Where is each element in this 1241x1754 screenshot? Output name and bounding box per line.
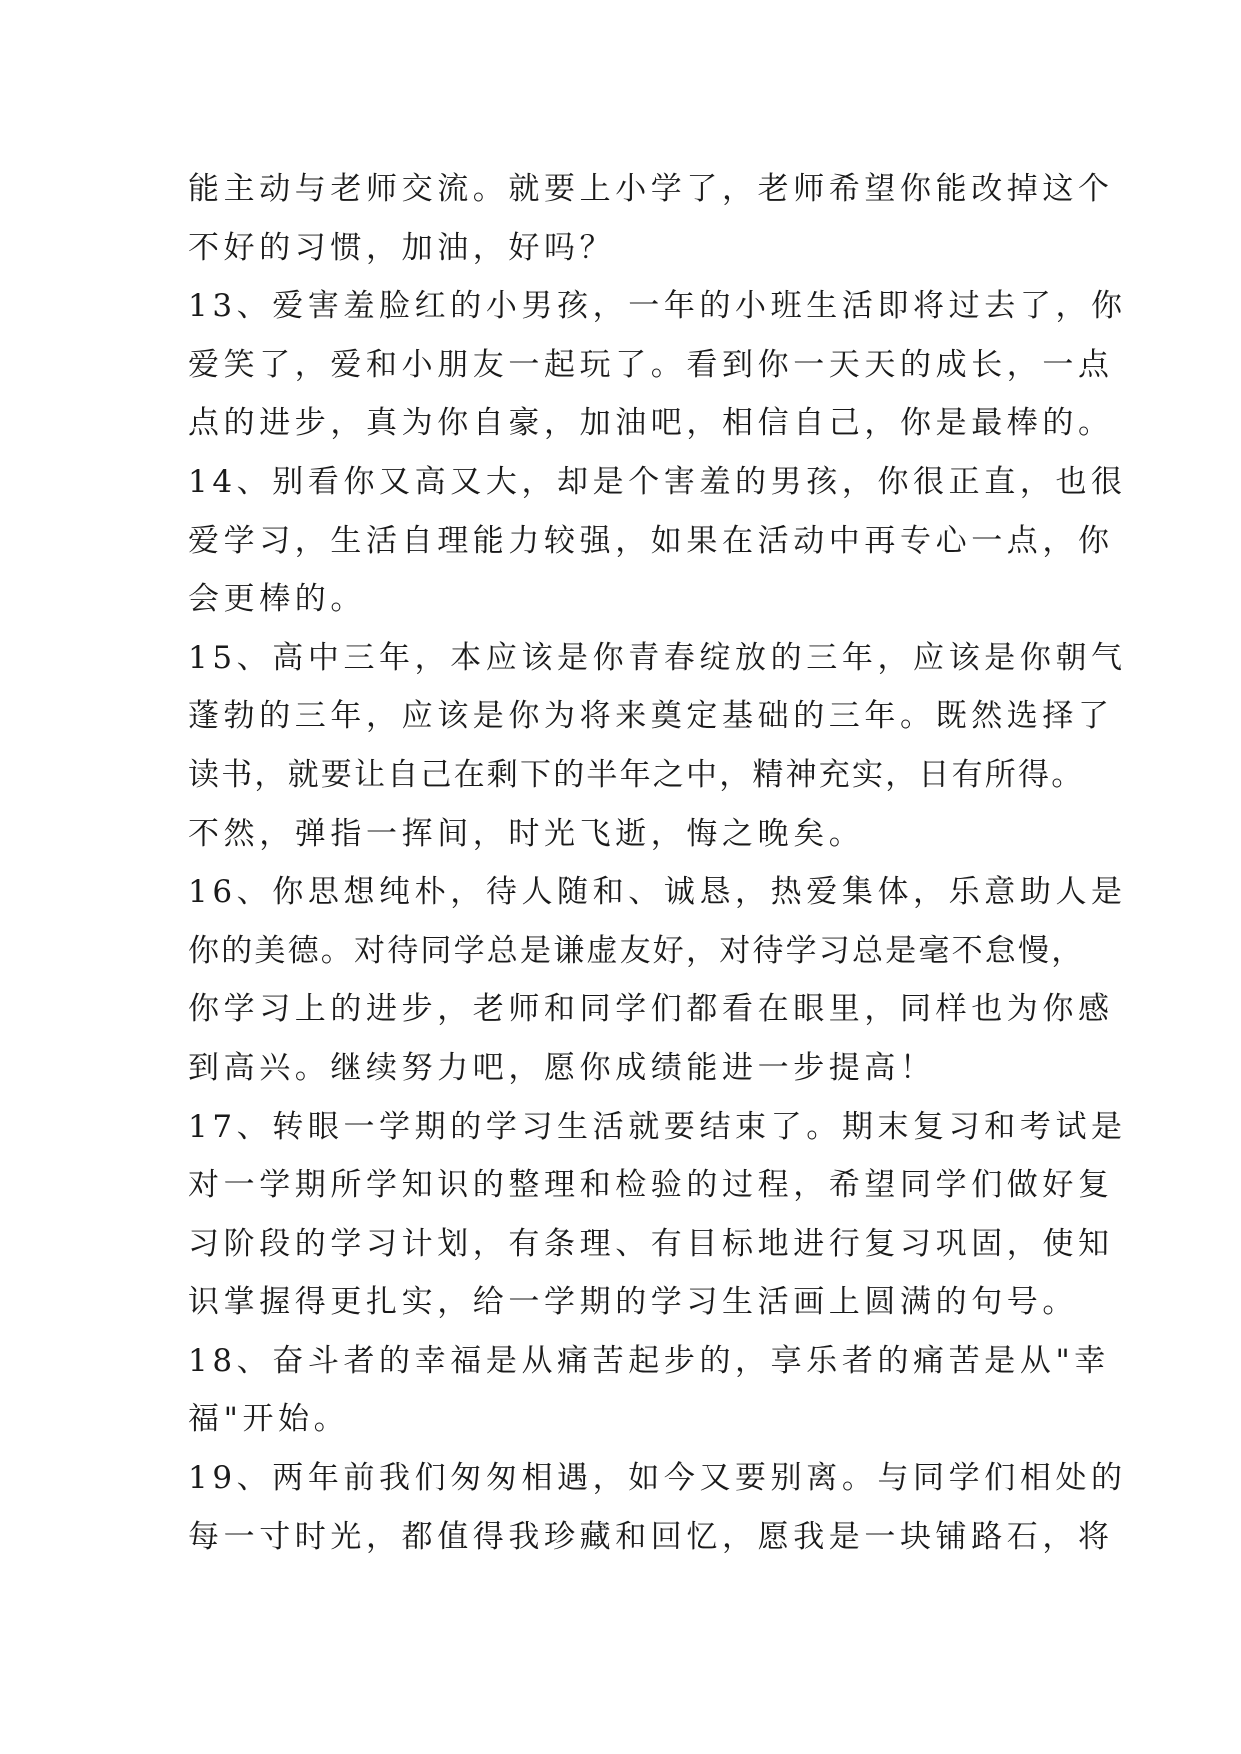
text-line: 不好的习惯，加油，好吗？ xyxy=(188,229,616,266)
text-line: 习阶段的学习计划，有条理、有目标地进行复习巩固，使知 xyxy=(188,1225,1114,1262)
text-line: 蓬勃的三年，应该是你为将来奠定基础的三年。既然选择了 xyxy=(188,698,1114,735)
text-line: 爱笑了，爱和小朋友一起玩了。看到你一天天的成长，一点 xyxy=(188,346,1114,383)
text-line: 14、别看你又高又大，却是个害羞的男孩，你很正直，也很 xyxy=(188,463,1127,500)
text-line: 会更棒的。 xyxy=(188,581,366,618)
text-line: 你学习上的进步，老师和同学们都看在眼里，同样也为你感 xyxy=(188,991,1114,1028)
text-line: 能主动与老师交流。就要上小学了，老师希望你能改掉这个 xyxy=(188,171,1114,207)
text-line: 15、高中三年，本应该是你青春绽放的三年，应该是你朝气 xyxy=(188,639,1127,676)
text-line: 点的进步，真为你自豪，加油吧，相信自己，你是最棒的。 xyxy=(188,405,1114,442)
text-line: 到高兴。继续努力吧，愿你成绩能进一步提高！ xyxy=(188,1049,936,1086)
text-line: 16、你思想纯朴，待人随和、诚恳，热爱集体，乐意助人是 xyxy=(188,874,1127,911)
text-line: 爱学习，生活自理能力较强，如果在活动中再专心一点，你 xyxy=(188,522,1114,559)
text-line: 不然，弹指一挥间，时光飞逝，悔之晚矣。 xyxy=(188,815,865,852)
text-line: 18、奋斗者的幸福是从痛苦起步的，享乐者的痛苦是从"幸 xyxy=(188,1342,1110,1379)
text-line: 福"开始。 xyxy=(188,1401,350,1438)
text-line: 对一学期所学知识的整理和检验的过程，希望同学们做好复 xyxy=(188,1167,1114,1204)
text-line: 19、两年前我们匆匆相遇，如今又要别离。与同学们相处的 xyxy=(188,1460,1127,1497)
text-line: 17、转眼一学期的学习生活就要结束了。期末复习和考试是 xyxy=(188,1108,1127,1145)
text-line: 13、爱害羞脸红的小男孩，一年的小班生活即将过去了，你 xyxy=(188,288,1127,325)
text-line: 读书，就要让自己在剩下的半年之中，精神充实，日有所得。 xyxy=(188,756,1085,793)
text-line: 每一寸时光，都值得我珍藏和回忆，愿我是一块铺路石，将 xyxy=(188,1518,1114,1555)
text-line: 识掌握得更扎实，给一学期的学习生活画上圆满的句号。 xyxy=(188,1284,1078,1321)
document-body xyxy=(188,160,1127,1566)
text-line: 你的美德。对待同学总是谦虚友好，对待学习总是毫不怠慢， xyxy=(188,932,1085,969)
